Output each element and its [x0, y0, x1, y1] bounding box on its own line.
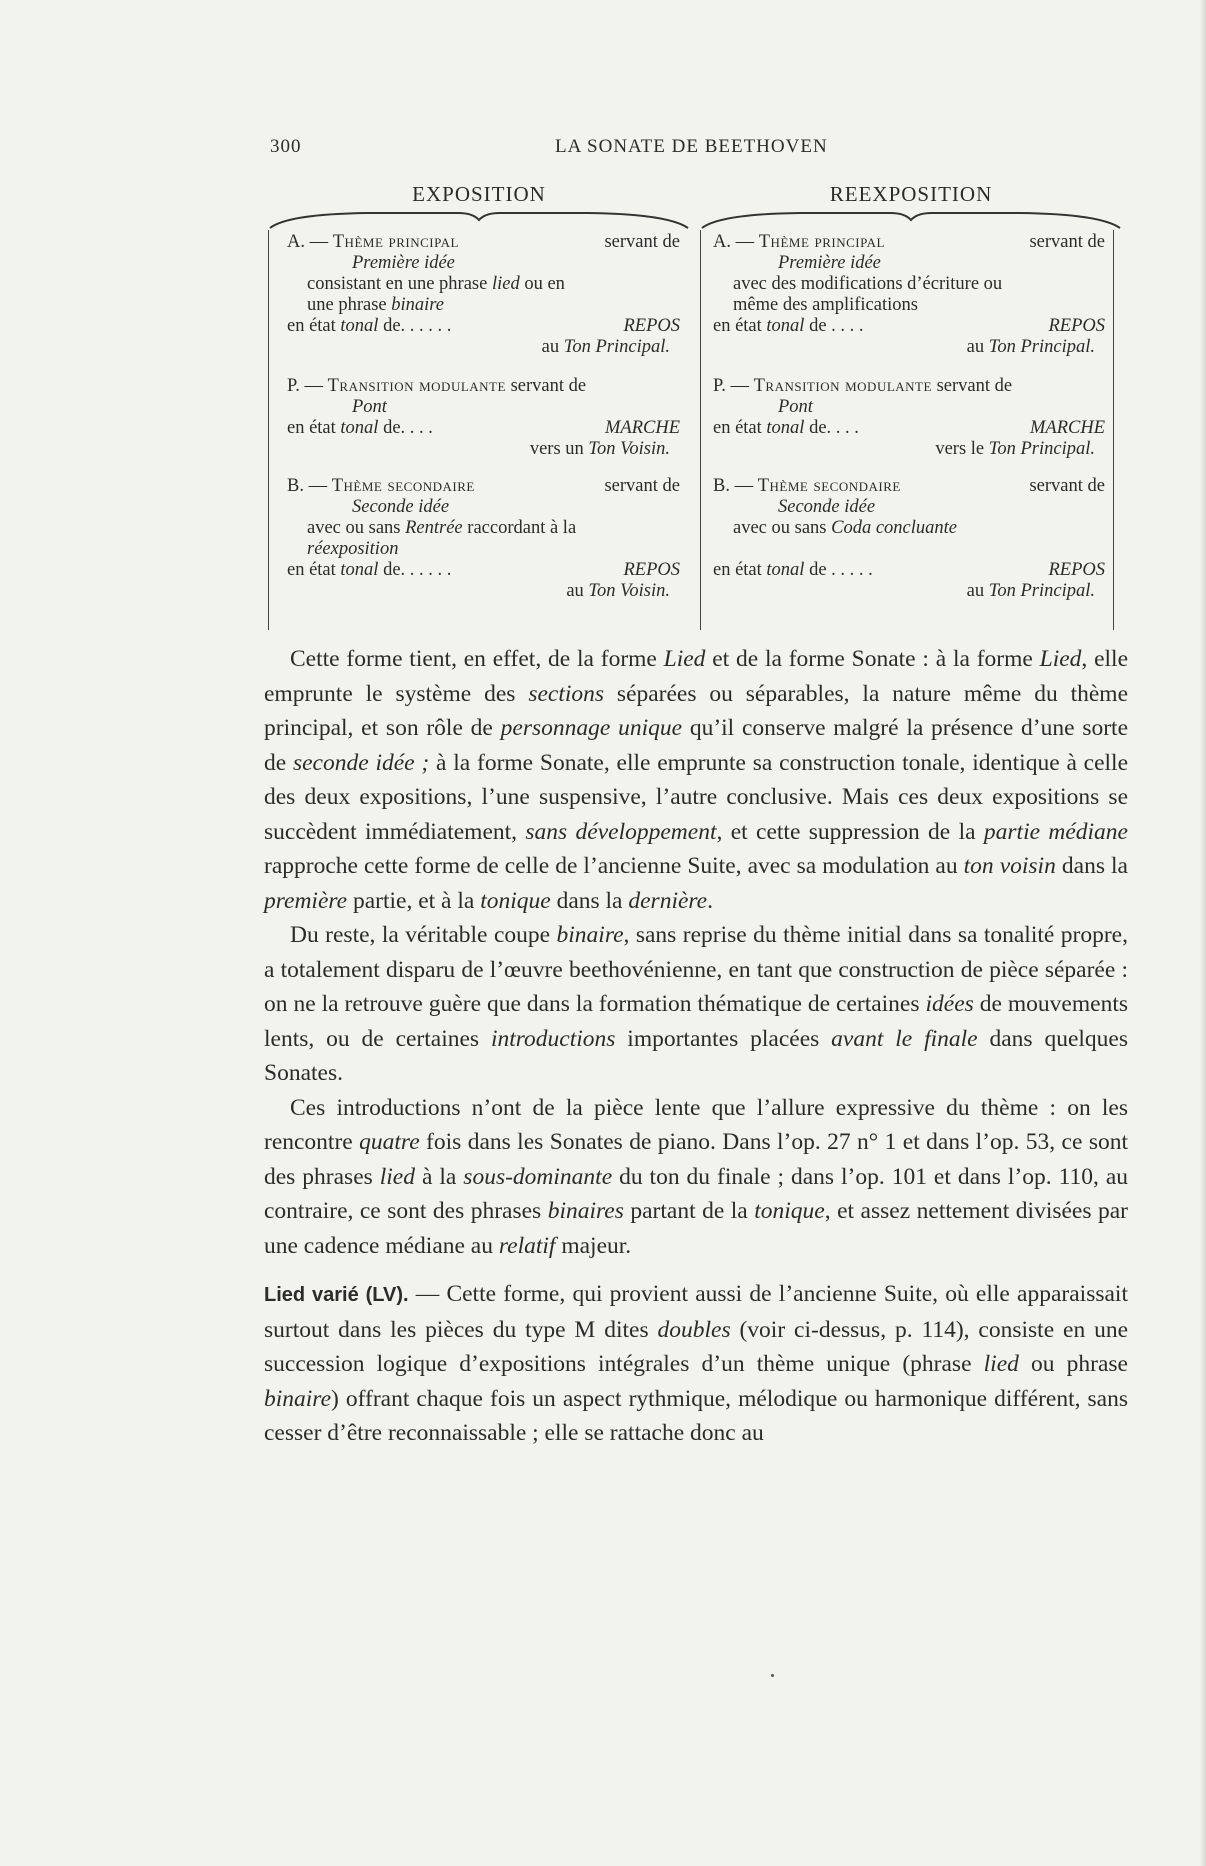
- text-run: , elle emprunte le système des: [264, 646, 1128, 707]
- text-run: (voir ci-dessus, p. 114), consiste en une succession logique d’expositions intégrales d’un thème unique (phrase: [264, 1316, 1129, 1377]
- italic-text: ton voisin: [963, 853, 1056, 879]
- italic-text: binaires: [547, 1198, 624, 1224]
- text-run: séparées ou séparables, la nature même du thème principal, et son rôle de: [264, 680, 1128, 741]
- exposition-column: [268, 182, 690, 630]
- text-run: Ces introductions n’ont de la pièce lente que l’allure expressive du thème : on les rencontre: [264, 1094, 1128, 1155]
- paragraph: [264, 918, 1128, 1091]
- italic-text: quatre: [359, 1129, 420, 1155]
- text-run: — Cette forme, qui provient aussi de l’ancienne Suite, où elle apparaissait surtout dans les pièces du type M dites: [264, 1281, 1128, 1343]
- italic-text: sans développement,: [525, 818, 723, 845]
- paragraph: [264, 1091, 1128, 1264]
- text-run: , et assez nettement divisées par une cadence médiane au: [264, 1198, 1128, 1259]
- italic-text: idées: [925, 991, 974, 1017]
- italic-text: introductions: [490, 1025, 616, 1052]
- text-run: partant de la: [623, 1198, 755, 1224]
- brace-ornament: [268, 208, 690, 230]
- text-run: et de la forme Sonate : à la forme: [705, 646, 1040, 672]
- text-run: et cette suppression de la: [722, 818, 984, 845]
- text-run: fois dans les Sonates de piano. Dans l’op. 27 n° 1 et dans l’op. 53, ce sont des phrases: [264, 1129, 1128, 1190]
- section-p: P. — Transition modulante servant de Pont en état tonal de. . . . MARCHE vers un Ton Voisin.: [287, 376, 680, 459]
- text-run: de mouvements lents, ou de certaines: [264, 991, 1128, 1052]
- text-run: ou phrase: [1018, 1351, 1128, 1377]
- text-run: du ton du finale ; dans l’op. 101 et dans l’op. 110, au contraire, ce sont des phrases: [264, 1163, 1129, 1224]
- italic-text: avant le finale: [831, 1025, 978, 1052]
- column-heading: REEXPOSITION: [829, 182, 993, 206]
- text-run: .: [707, 887, 713, 914]
- italic-text: personnage unique: [500, 715, 683, 741]
- italic-text: tonique: [754, 1198, 825, 1224]
- paragraph: [264, 642, 1128, 918]
- italic-text: première: [264, 887, 348, 914]
- italic-text: binaire: [264, 1385, 332, 1412]
- brace-ornament: [700, 208, 1122, 230]
- running-head: [270, 136, 1150, 166]
- section-b: B. — Thème secondaire servant de Seconde idée avec ou sans Rentrée raccordant à la réexposition en état tonal de. . . . . . REPOS au Ton Voisin.: [287, 476, 680, 601]
- italic-text: seconde idée ;: [292, 749, 430, 776]
- text-run: qu’il conserve malgré la présence d’une sorte de: [264, 715, 1128, 776]
- text-run: importantes placées: [615, 1025, 832, 1052]
- text-run: dans la: [550, 887, 629, 914]
- italic-text: Lied: [1039, 646, 1082, 672]
- column-box: [700, 230, 1114, 630]
- column-heading: EXPOSITION: [412, 182, 546, 206]
- italic-text: binaire: [556, 922, 624, 948]
- body-text: [264, 642, 1128, 1451]
- section-b: B. — Thème secondaire servant de Seconde idée avec ou sans Coda concluante en état tonal de . . . . . REPOS au Ton Principal.: [713, 476, 1105, 601]
- column-box: [268, 230, 690, 630]
- text-run: à la forme Sonate, elle emprunte sa construction tonale, identique à celle des deux expositions, l’une suspensive, l’autre conclusive. Mais ces deux expositions se succèdent immédiatement,: [264, 749, 1129, 845]
- page-speck: [771, 1674, 774, 1677]
- section-a: A. — Thème principal servant de Première idée consistant en une phrase lied ou en une phrase binaire en état tonal de. . . . . . REPOS au Ton Principal.: [287, 232, 680, 357]
- text-run: dans la: [1055, 853, 1128, 879]
- italic-text: relatif: [498, 1232, 556, 1259]
- paragraph-lied-varie: [264, 1277, 1128, 1451]
- reexposition-column: [700, 182, 1122, 630]
- section-a: A. — Thème principal servant de Première idée avec des modifications d’écriture ou même des amplifications en état tonal de . . . . REPOS au Ton Principal.: [713, 232, 1105, 357]
- running-title: LA SONATE DE BEETHOVEN: [555, 136, 828, 157]
- italic-text: lied: [983, 1351, 1019, 1377]
- text-run: , sans reprise du thème initial dans sa tonalité propre, a totalement disparu de l’œuvre beethovénienne, en tant que construction de pièce séparée : on ne la retrouve guère que dans la formation thématique de certaines: [264, 922, 1128, 1017]
- text-run: partie, et à la: [347, 887, 481, 914]
- italic-text: Lied: [663, 646, 706, 672]
- text-run: Cette forme tient, en effet, de la forme: [290, 646, 664, 672]
- text-run: à la: [415, 1163, 464, 1190]
- page-edge-shadow: [1200, 0, 1206, 1866]
- italic-text: sections: [528, 680, 605, 707]
- text-run: majeur.: [555, 1232, 632, 1259]
- text-run: rapproche cette forme de celle de l’ancienne Suite, avec sa modulation au: [264, 853, 964, 879]
- section-lead: Lied varié (LV).: [264, 1284, 409, 1306]
- italic-text: lied: [379, 1163, 415, 1190]
- italic-text: dernière: [628, 887, 708, 914]
- italic-text: partie médiane: [983, 818, 1128, 845]
- text-run: dans quelques Sonates.: [264, 1025, 1128, 1086]
- text-run: Du reste, la véritable coupe: [290, 922, 557, 948]
- section-p: P. — Transition modulante servant de Pont en état tonal de. . . . MARCHE vers le Ton Principal.: [713, 376, 1105, 459]
- page-number: 300: [270, 136, 302, 157]
- italic-text: doubles: [657, 1316, 731, 1343]
- italic-text: tonique: [480, 887, 551, 914]
- italic-text: sous-dominante: [463, 1163, 613, 1190]
- text-run: ) offrant chaque fois un aspect rythmique, mélodique ou harmonique différent, sans cesser d’être reconnaissable ; elle se rattache donc au: [264, 1385, 1128, 1446]
